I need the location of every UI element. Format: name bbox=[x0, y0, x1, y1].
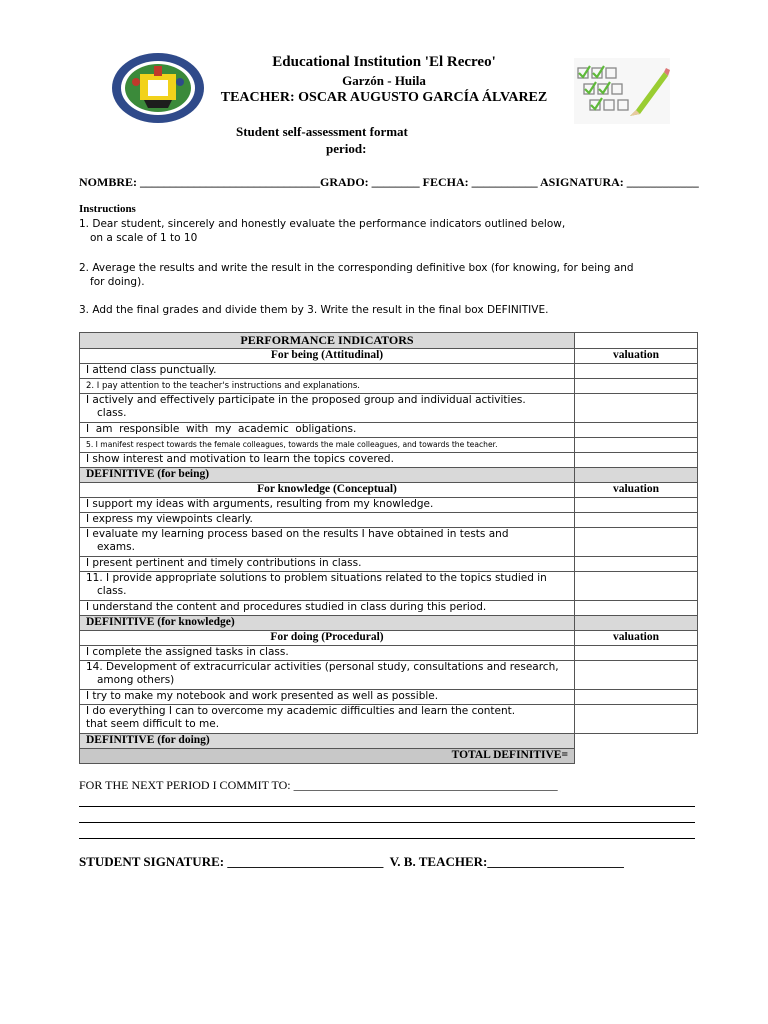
instruction-step-2-line-2: for doing). bbox=[90, 276, 145, 288]
valuation-cell[interactable] bbox=[575, 646, 698, 661]
valuation-header: valuation bbox=[575, 483, 698, 498]
indicator-line: that seem difficult to me. bbox=[86, 718, 220, 730]
institution-name: Educational Institution 'El Recreo' bbox=[272, 54, 496, 70]
instruction-step-1-line-2: on a scale of 1 to 10 bbox=[90, 232, 198, 244]
indicator-row: I show interest and motivation to learn the topics covered. bbox=[80, 453, 575, 468]
indicator-row: I support my ideas with arguments, resulting from my knowledge. bbox=[80, 498, 575, 513]
instruction-step-3: 3. Add the final grades and divide them by 3. Write the result in the final box DEFINITIVE. bbox=[79, 304, 549, 316]
indicator-row bbox=[80, 705, 575, 734]
period-label: period: bbox=[326, 141, 367, 156]
instruction-step-1-line-1: 1. Dear student, sincerely and honestly evaluate the performance indicators outlined below, bbox=[79, 218, 566, 230]
performance-table bbox=[79, 332, 698, 764]
section-header-doing: For doing (Procedural) bbox=[80, 631, 575, 646]
valuation-header: valuation bbox=[575, 349, 698, 364]
valuation-cell[interactable] bbox=[575, 705, 698, 734]
indicator-line: class. bbox=[97, 585, 127, 597]
definitive-being-value[interactable] bbox=[575, 468, 698, 483]
valuation-cell[interactable] bbox=[575, 394, 698, 423]
valuation-cell[interactable] bbox=[575, 513, 698, 528]
valuation-cell[interactable] bbox=[575, 528, 698, 557]
indicator-row bbox=[80, 528, 575, 557]
student-info-line: NOMBRE: ______________________________GRADO: ________ FECHA: ___________ ASIGNATURA: ____________ bbox=[79, 175, 699, 189]
total-definitive-value[interactable] bbox=[575, 749, 698, 764]
definitive-knowledge-label: DEFINITIVE (for knowledge) bbox=[80, 616, 575, 631]
valuation-cell[interactable] bbox=[575, 557, 698, 572]
indicator-row: 2. I pay attention to the teacher's instructions and explanations. bbox=[80, 379, 575, 394]
indicator-row: I attend class punctually. bbox=[80, 364, 575, 379]
valuation-cell[interactable] bbox=[575, 438, 698, 453]
definitive-knowledge-value[interactable] bbox=[575, 616, 698, 631]
valuation-cell[interactable] bbox=[575, 661, 698, 690]
indicator-row: I present pertinent and timely contributions in class. bbox=[80, 557, 575, 572]
signature-line: STUDENT SIGNATURE: ________________________ V. B. TEACHER:_____________________ bbox=[79, 854, 624, 869]
valuation-cell[interactable] bbox=[575, 364, 698, 379]
indicator-row: I am responsible with my academic obligations. bbox=[80, 423, 575, 438]
definitive-doing-label: DEFINITIVE (for doing) bbox=[80, 734, 575, 749]
indicator-line: I actively and effectively participate in the proposed group and individual activities. bbox=[86, 394, 526, 406]
commitment-line[interactable] bbox=[79, 806, 695, 807]
commitment-label: FOR THE NEXT PERIOD I COMMIT TO: ____________________________________________ bbox=[79, 778, 558, 792]
indicator-row: I understand the content and procedures studied in class during this period. bbox=[80, 601, 575, 616]
indicator-line: 14. Development of extracurricular activities (personal study, consultations and research, bbox=[86, 661, 559, 673]
indicator-row: I express my viewpoints clearly. bbox=[80, 513, 575, 528]
instruction-step-2-line-1: 2. Average the results and write the result in the corresponding definitive box (for knowing, for being and bbox=[79, 262, 634, 274]
indicator-line: I evaluate my learning process based on the results I have obtained in tests and bbox=[86, 528, 509, 540]
valuation-cell[interactable] bbox=[575, 690, 698, 705]
valuation-header: valuation bbox=[575, 631, 698, 646]
section-header-being: For being (Attitudinal) bbox=[80, 349, 575, 364]
indicator-line: class. bbox=[97, 407, 127, 419]
city-label: Garzón - Huila bbox=[342, 73, 426, 88]
format-title: Student self-assessment format bbox=[236, 124, 408, 139]
valuation-cell[interactable] bbox=[575, 498, 698, 513]
section-header-knowledge: For knowledge (Conceptual) bbox=[80, 483, 575, 498]
valuation-cell[interactable] bbox=[575, 379, 698, 394]
indicator-row bbox=[80, 394, 575, 423]
blank-cell bbox=[575, 333, 698, 349]
indicator-row bbox=[80, 661, 575, 690]
commitment-line[interactable] bbox=[79, 822, 695, 823]
indicator-line: I do everything I can to overcome my academic difficulties and learn the content. bbox=[86, 705, 516, 717]
total-definitive-label: TOTAL DEFINITIVE= bbox=[80, 749, 575, 764]
definitive-being-label: DEFINITIVE (for being) bbox=[80, 468, 575, 483]
instructions-title: Instructions bbox=[79, 203, 136, 215]
valuation-cell[interactable] bbox=[575, 453, 698, 468]
instruction-step-2 bbox=[79, 261, 659, 289]
teacher-name: TEACHER: OSCAR AUGUSTO GARCÍA ÁLVAREZ bbox=[220, 90, 548, 105]
indicator-row: I complete the assigned tasks in class. bbox=[80, 646, 575, 661]
table-title: PERFORMANCE INDICATORS bbox=[80, 333, 575, 349]
instruction-step-1 bbox=[79, 217, 659, 245]
indicator-line: 11. I provide appropriate solutions to problem situations related to the topics studied in bbox=[86, 572, 547, 584]
valuation-cell[interactable] bbox=[575, 423, 698, 438]
blank-cell bbox=[575, 734, 698, 749]
indicator-row: I try to make my notebook and work presented as well as possible. bbox=[80, 690, 575, 705]
indicator-row bbox=[80, 572, 575, 601]
commitment-line[interactable] bbox=[79, 838, 695, 839]
indicator-line: exams. bbox=[97, 541, 135, 553]
indicator-line: among others) bbox=[97, 674, 175, 686]
valuation-cell[interactable] bbox=[575, 601, 698, 616]
valuation-cell[interactable] bbox=[575, 572, 698, 601]
indicator-row: 5. I manifest respect towards the female colleagues, towards the male colleagues, and towards the teacher. bbox=[80, 438, 575, 453]
